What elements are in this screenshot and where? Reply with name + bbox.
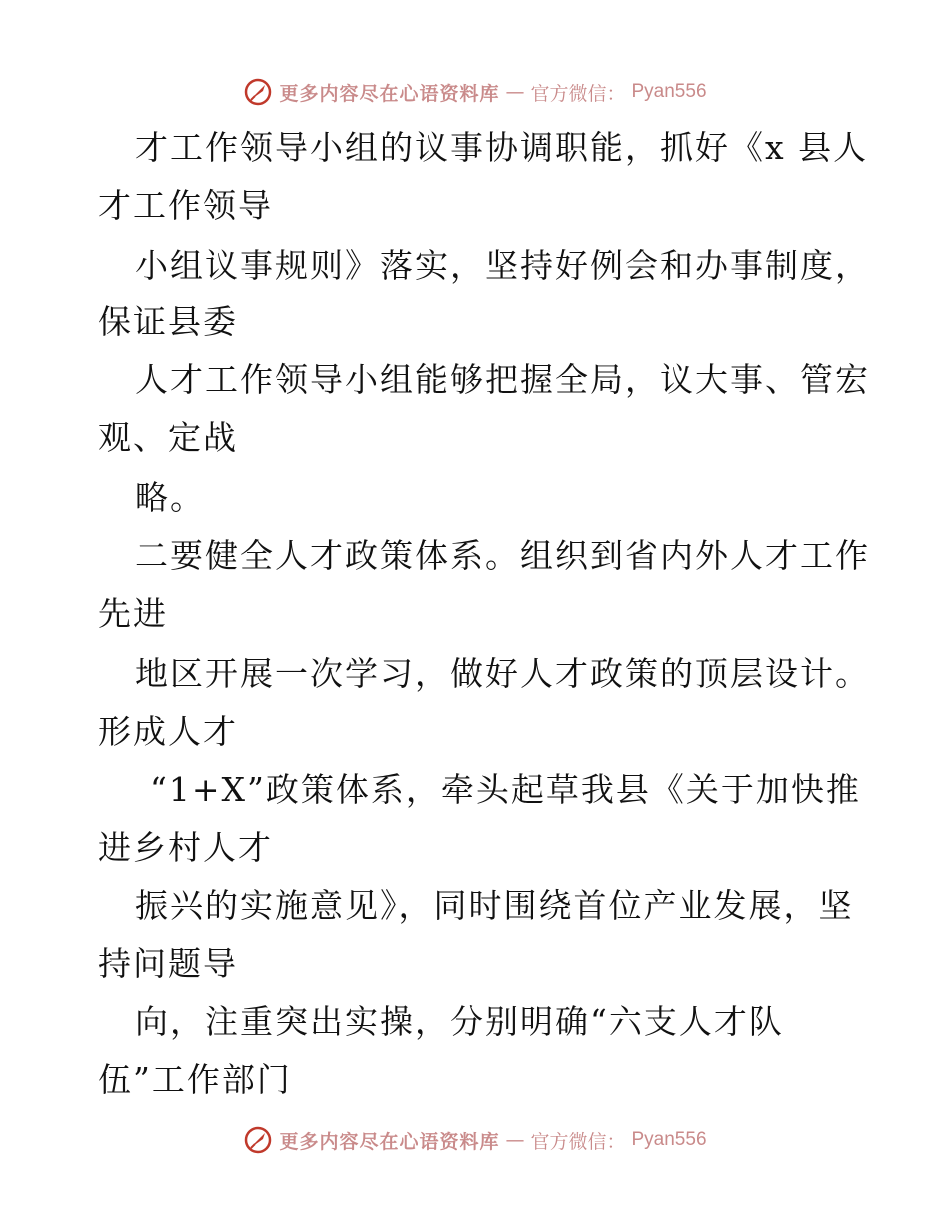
text-line: 二要健全人才政策体系。组织到省内外人才工作 — [135, 536, 870, 575]
text-line: 持问题导 — [98, 944, 238, 983]
text-line: 略。 — [135, 478, 205, 517]
text-line: 振兴的实施意见》，同时围绕首位产业发展，坚 — [135, 886, 854, 925]
watermark-wechat-label: 官方微信： — [530, 82, 626, 105]
text-line: 形成人才 — [98, 712, 238, 751]
watermark-wechat-id: Pyan556 — [631, 81, 707, 102]
text-line: 才工作领导 — [98, 186, 273, 225]
text-line: 伍”工作部门 — [98, 1060, 292, 1099]
watermark-wechat-id: Pyan556 — [631, 1129, 707, 1150]
footer-watermark — [0, 1120, 950, 1160]
watermark-title: 更多内容尽在心语资料库 — [279, 1130, 500, 1153]
watermark-title: 更多内容尽在心语资料库 — [279, 82, 500, 105]
quill-pen-logo-icon — [243, 1125, 273, 1155]
text-line: 小组议事规则》落实，坚持好例会和办事制度， — [135, 246, 870, 285]
quill-pen-logo-icon — [243, 77, 273, 107]
watermark-wechat-label: 官方微信： — [530, 1130, 626, 1153]
text-line: 观、定战 — [98, 418, 238, 457]
text-line: 保证县委 — [98, 302, 238, 341]
text-line: “1+X”政策体系，牵头起草我县《关于加快推 — [150, 770, 861, 809]
text-line: 向，注重突出实操，分别明确“六支人才队 — [135, 1002, 784, 1041]
watermark-separator: — — [505, 81, 525, 103]
text-line: 地区开展一次学习，做好人才政策的顶层设计。 — [135, 654, 870, 693]
header-watermark — [0, 72, 950, 112]
watermark-separator: — — [505, 1129, 525, 1151]
text-line: 先进 — [98, 594, 168, 633]
text-line: 人才工作领导小组能够把握全局，议大事、管宏 — [135, 360, 870, 399]
text-line: 进乡村人才 — [98, 828, 273, 867]
text-line: 才工作领导小组的议事协调职能，抓好《x 县人 — [135, 128, 869, 167]
